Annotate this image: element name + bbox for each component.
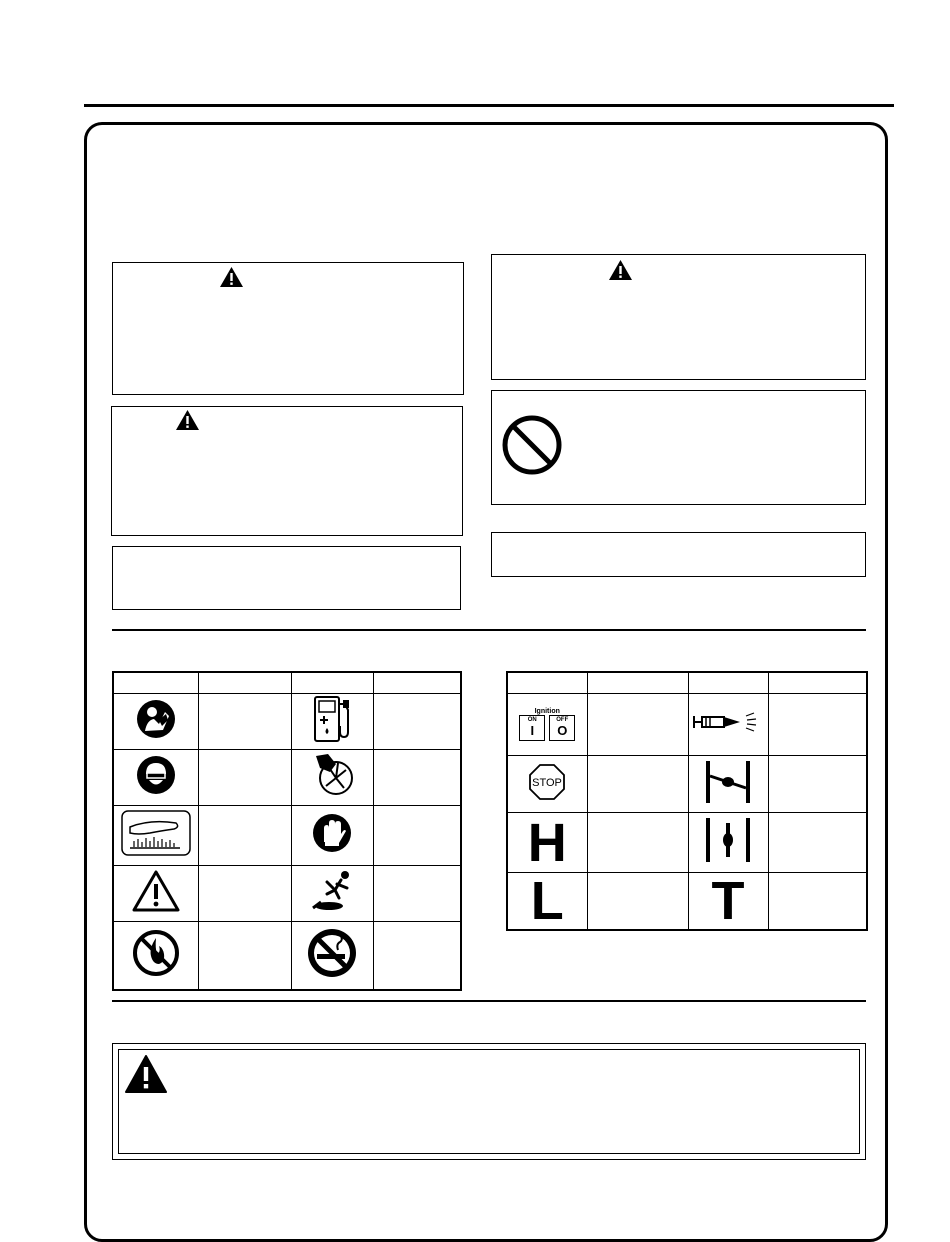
- top-rule: [84, 104, 894, 107]
- warning-box-3: [491, 254, 866, 380]
- table-header-row: [507, 672, 867, 694]
- table-row: [507, 873, 867, 930]
- ignition-switch-icon: [508, 708, 587, 741]
- caution-triangle-icon: [132, 869, 180, 913]
- table-row: [507, 694, 867, 756]
- high-speed-letter: H: [527, 812, 567, 873]
- note-box-right: [491, 532, 866, 577]
- table-row: [113, 750, 461, 806]
- wear-protection-icon: [135, 754, 177, 796]
- bottom-warning-box: [112, 1043, 866, 1160]
- prohibition-box: [491, 390, 866, 505]
- table-row: [507, 813, 867, 873]
- no-fire-icon: [131, 928, 181, 978]
- bottom-warning-inner: [118, 1049, 860, 1154]
- section-rule-1: [112, 629, 866, 631]
- no-smoking-icon: [305, 926, 359, 980]
- note-box-left: [112, 546, 461, 610]
- stop-sign-icon: [527, 762, 567, 802]
- warning-box-1: [112, 262, 464, 395]
- stop-label: STOP: [532, 776, 563, 789]
- choke-open-icon: [696, 815, 760, 865]
- hand-fan-hazard-icon: [310, 750, 354, 800]
- off-label: OFF: [556, 717, 569, 723]
- table-row: [113, 922, 461, 990]
- off-switch: [549, 715, 575, 741]
- table-row: [507, 756, 867, 813]
- primer-bulb-spray-icon: [692, 710, 764, 734]
- ignition-label: Ignition: [534, 708, 560, 715]
- warning-triangle-icon: [219, 266, 244, 288]
- slippery-fall-icon: [307, 868, 357, 914]
- off-symbol: O: [557, 723, 568, 738]
- hot-surface-hand-icon: [120, 809, 192, 857]
- choke-closed-icon: [696, 758, 760, 806]
- low-speed-letter: L: [530, 870, 564, 931]
- warning-triangle-icon: [175, 409, 200, 431]
- read-manual-icon: [135, 698, 177, 740]
- table-row: [113, 806, 461, 866]
- table-row: [113, 866, 461, 922]
- prohibition-circle-icon: [500, 413, 564, 477]
- on-switch: [519, 715, 545, 741]
- gloves-icon: [311, 812, 353, 854]
- symbol-table-right: [506, 671, 868, 931]
- on-symbol: I: [530, 723, 535, 738]
- warning-triangle-icon: [608, 259, 633, 281]
- warning-box-2: [111, 406, 463, 536]
- symbol-table-left: [112, 671, 462, 991]
- table-row: [113, 694, 461, 750]
- on-label: ON: [527, 717, 537, 723]
- warning-triangle-icon: [124, 1054, 168, 1094]
- idle-letter: T: [711, 870, 745, 931]
- table-header-row: [113, 672, 461, 694]
- fuel-pump-icon: [310, 694, 354, 744]
- section-rule-2: [112, 1000, 866, 1002]
